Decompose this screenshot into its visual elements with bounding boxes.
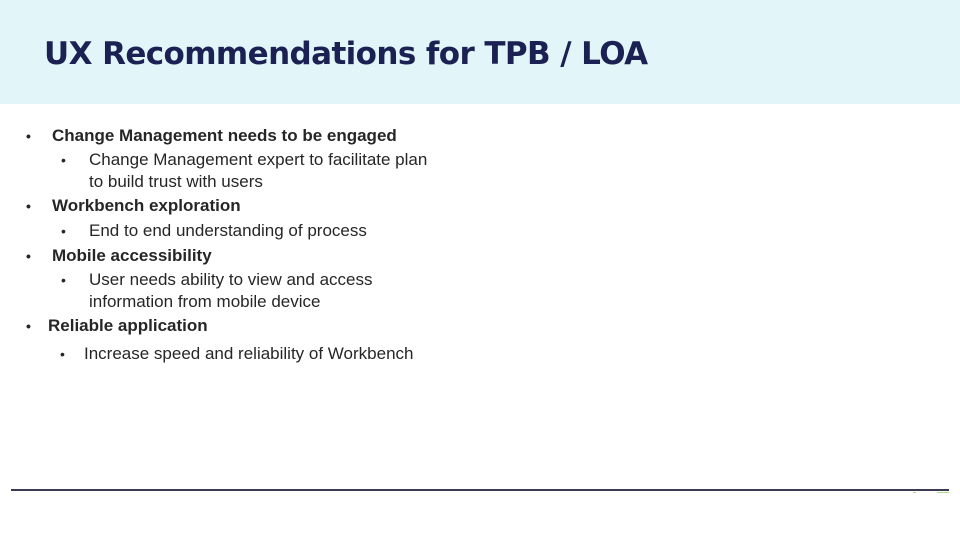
sub-list-item-line: User needs ability to view and access <box>89 270 373 289</box>
sub-list-item <box>61 149 428 193</box>
list-item <box>26 315 208 337</box>
sub-list-item-line: End to end understanding of process <box>89 221 367 240</box>
sub-list-item-line: Change Management expert to facilitate plan <box>89 150 428 169</box>
list-item <box>26 125 397 147</box>
bullet-dot-icon: • <box>26 198 31 214</box>
sub-list-item <box>61 269 373 313</box>
sub-list-item <box>60 343 414 365</box>
bullet-dot-icon: • <box>61 223 66 239</box>
footer-accent-mark <box>913 492 916 493</box>
list-item-label: Change Management needs to be engaged <box>52 126 397 145</box>
sub-list-item-line: information from mobile device <box>89 292 321 311</box>
sub-list-item-line: Increase speed and reliability of Workbench <box>84 344 414 363</box>
list-item-label: Mobile accessibility <box>52 246 212 265</box>
footer-divider <box>11 489 949 491</box>
bullet-dot-icon: • <box>61 272 66 288</box>
bullet-dot-icon: • <box>61 152 66 168</box>
bullet-dot-icon: • <box>26 248 31 264</box>
list-item-label: Workbench exploration <box>52 196 241 215</box>
sub-list-item-line: to build trust with users <box>89 172 263 191</box>
bullet-dot-icon: • <box>60 346 65 362</box>
list-item <box>26 195 241 217</box>
slide-title: UX Recommendations for TPB / LOA <box>44 36 648 72</box>
bullet-dot-icon: • <box>26 128 31 144</box>
list-item-label: Reliable application <box>48 316 208 335</box>
bullet-dot-icon: • <box>26 318 31 334</box>
sub-list-item <box>61 220 367 242</box>
list-item <box>26 245 212 267</box>
footer-accent-mark <box>937 492 949 493</box>
